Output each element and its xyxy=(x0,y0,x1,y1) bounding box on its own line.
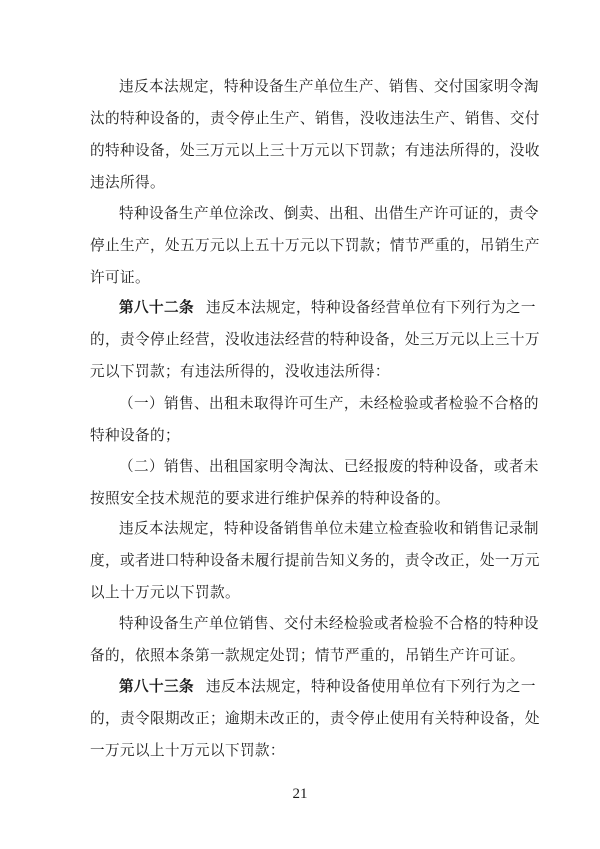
item-2 xyxy=(90,451,539,515)
text-line: 一万元以上十万元以下罚款： xyxy=(90,742,285,759)
text-line: 的，责令限期改正；逾期未改正的，责令停止使用有关特种设备，处 xyxy=(90,710,540,727)
item-1 xyxy=(90,388,539,452)
text-line: 汰的特种设备的，责令停止生产、销售，没收违法生产、销售、交付 xyxy=(90,110,540,127)
paragraph-6 xyxy=(90,513,540,609)
text-line: 的，责令停止经营，没收违法经营的特种设备，处三万元以上三十万 xyxy=(90,331,540,348)
text-line: 度，或者进口特种设备未履行提前告知义务的，责令改正，处一万元 xyxy=(90,552,540,569)
article-number: 第八十三条 xyxy=(119,678,194,695)
paragraph-7 xyxy=(90,608,539,672)
text-line: 特种设备生产单位涂改、倒卖、出租、出借生产许可证的，责令 xyxy=(119,205,539,222)
article-first-line xyxy=(90,671,536,703)
text-segment: 违反本法规定，特种设备经营单位有下列行为之一 xyxy=(205,299,536,316)
paragraph-2 xyxy=(90,198,540,294)
text-line: 按照安全技术规范的要求进行维护保养的特种设备的。 xyxy=(90,490,450,507)
page-number: 21 xyxy=(292,786,308,802)
text-line: 违法所得。 xyxy=(90,174,165,191)
text-line: 许可证。 xyxy=(90,269,150,286)
text-line: （二）销售、出租国家明令淘汰、已经报废的特种设备，或者未 xyxy=(119,458,539,475)
article-number: 第八十二条 xyxy=(119,299,194,316)
text-line: 停止生产，处五万元以上五十万元以下罚款；情节严重的，吊销生产 xyxy=(90,237,540,254)
text-line: 元以下罚款；有违法所得的，没收违法所得： xyxy=(90,363,390,380)
paragraph-1 xyxy=(90,71,540,199)
article-83 xyxy=(90,671,540,767)
text-line: （一）销售、出租未取得许可生产，未经检验或者检验不合格的 xyxy=(119,395,539,412)
text-line: 备的，依照本条第一款规定处罚；情节严重的，吊销生产许可证。 xyxy=(90,647,525,664)
text-line: 违反本法规定，特种设备销售单位未建立检查验收和销售记录制 xyxy=(119,520,539,537)
text-line: 违反本法规定，特种设备生产单位生产、销售、交付国家明令淘 xyxy=(119,78,539,95)
article-first-line xyxy=(90,292,536,324)
text-line: 特种设备的； xyxy=(90,427,180,444)
text-line: 的特种设备，处三万元以上三十万元以下罚款；有违法所得的，没收 xyxy=(90,142,540,159)
text-segment: 违反本法规定，特种设备使用单位有下列行为之一 xyxy=(205,678,536,695)
article-82 xyxy=(90,292,540,388)
text-line: 特种设备生产单位销售、交付未经检验或者检验不合格的特种设 xyxy=(119,615,539,632)
text-line: 以上十万元以下罚款。 xyxy=(90,584,240,601)
